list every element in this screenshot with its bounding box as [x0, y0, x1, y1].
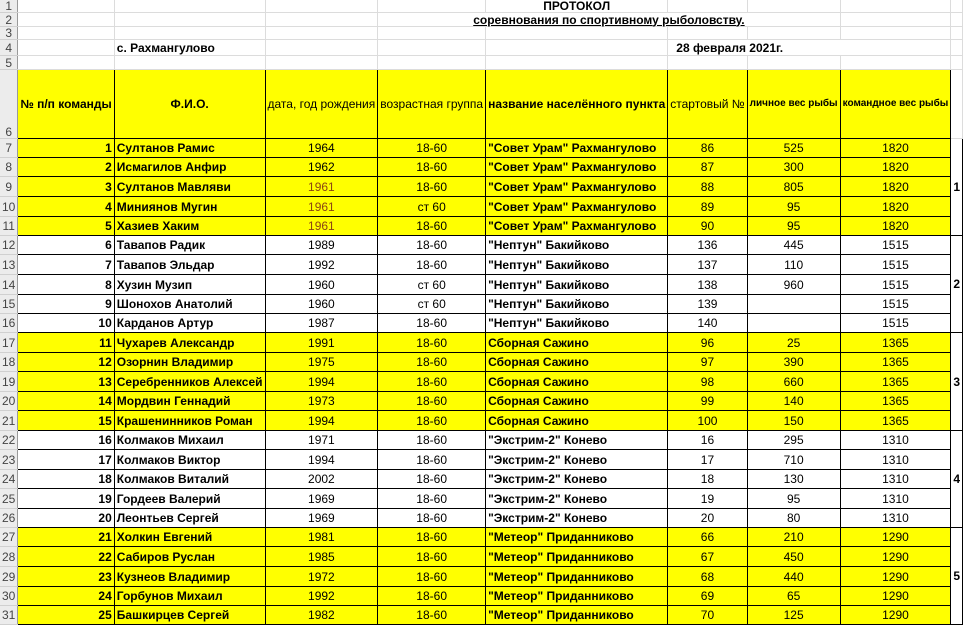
row-number[interactable]: 26 — [0, 509, 18, 528]
team-place: 3 — [951, 333, 963, 431]
header-age-group: возрастная группа — [378, 70, 486, 139]
cell-year: 1987 — [265, 314, 378, 333]
row-number[interactable]: 16 — [0, 314, 18, 333]
cell-num: 8 — [18, 275, 114, 295]
cell-age-group: 18-60 — [378, 139, 486, 158]
cell-age-group: 18-60 — [378, 217, 486, 236]
cell-num: 23 — [18, 567, 114, 587]
cell-team-weight: 1515 — [840, 275, 951, 295]
cell-personal: 95 — [747, 197, 840, 217]
row-number[interactable]: 13 — [0, 255, 18, 275]
cell-team-weight: 1820 — [840, 158, 951, 177]
table-row — [0, 236, 963, 255]
table-row — [0, 177, 963, 197]
cell-year: 1960 — [265, 295, 378, 314]
row-number[interactable]: 5 — [0, 56, 18, 70]
cell-start: 139 — [668, 295, 747, 314]
table-row — [0, 489, 963, 509]
cell-age-group: ст 60 — [378, 295, 486, 314]
table-row — [0, 158, 963, 177]
cell-start: 66 — [668, 528, 747, 547]
cell-age-group: 18-60 — [378, 431, 486, 450]
cell-name: Исмагилов Анфир — [114, 158, 265, 177]
cell-start: 138 — [668, 275, 747, 295]
cell-team-weight: 1820 — [840, 139, 951, 158]
cell-settlement: "Нептун" Бакийково — [486, 255, 668, 275]
cell-num: 21 — [18, 528, 114, 547]
cell-settlement: "Метеор" Приданниково — [486, 547, 668, 567]
row-number[interactable]: 23 — [0, 450, 18, 470]
cell-personal: 660 — [747, 372, 840, 392]
cell-year: 1969 — [265, 509, 378, 528]
cell-name: Тавапов Эльдар — [114, 255, 265, 275]
cell-year: 1994 — [265, 450, 378, 470]
cell-personal: 150 — [747, 411, 840, 431]
cell-start: 67 — [668, 547, 747, 567]
row-number[interactable]: 27 — [0, 528, 18, 547]
cell-year: 1971 — [265, 431, 378, 450]
cell-team-weight: 1310 — [840, 509, 951, 528]
cell-personal: 390 — [747, 353, 840, 372]
cell-age-group: 18-60 — [378, 411, 486, 431]
document-title: ПРОТОКОЛ — [486, 0, 668, 13]
cell-year: 1961 — [265, 217, 378, 236]
table-row — [0, 217, 963, 236]
cell-personal: 130 — [747, 470, 840, 489]
cell-personal: 450 — [747, 547, 840, 567]
table-row — [0, 314, 963, 333]
row-number[interactable]: 28 — [0, 547, 18, 567]
row-number[interactable]: 30 — [0, 587, 18, 606]
cell-start: 96 — [668, 333, 747, 353]
cell-name: Холкин Евгений — [114, 528, 265, 547]
cell-start: 87 — [668, 158, 747, 177]
cell-settlement: "Нептун" Бакийково — [486, 275, 668, 295]
cell-num: 18 — [18, 470, 114, 489]
cell-team-weight: 1365 — [840, 392, 951, 411]
row-number[interactable]: 12 — [0, 236, 18, 255]
cell-personal: 440 — [747, 567, 840, 587]
cell-num: 22 — [18, 547, 114, 567]
cell-start: 97 — [668, 353, 747, 372]
cell-start: 89 — [668, 197, 747, 217]
cell-num: 13 — [18, 372, 114, 392]
cell-team-weight: 1365 — [840, 411, 951, 431]
cell-name: Мордвин Геннадий — [114, 392, 265, 411]
cell-name: Колмаков Виталий — [114, 470, 265, 489]
row-number[interactable]: 15 — [0, 295, 18, 314]
cell-settlement: Сборная Сажино — [486, 372, 668, 392]
cell-settlement: "Экстрим-2" Конево — [486, 489, 668, 509]
cell-num: 6 — [18, 236, 114, 255]
cell-start: 86 — [668, 139, 747, 158]
cell-team-weight: 1365 — [840, 353, 951, 372]
cell-start: 99 — [668, 392, 747, 411]
cell-personal: 65 — [747, 587, 840, 606]
cell-personal: 960 — [747, 275, 840, 295]
cell-age-group: 18-60 — [378, 255, 486, 275]
team-place: 5 — [951, 528, 963, 625]
cell-name: Башкирцев Сергей — [114, 606, 265, 625]
cell-age-group: 18-60 — [378, 236, 486, 255]
row-number[interactable]: 11 — [0, 217, 18, 236]
cell-settlement: "Метеор" Приданниково — [486, 587, 668, 606]
cell-name: Сабиров Руслан — [114, 547, 265, 567]
cell-personal — [747, 295, 840, 314]
table-row — [0, 509, 963, 528]
cell-settlement: "Экстрим-2" Конево — [486, 431, 668, 450]
cell-team-weight: 1820 — [840, 217, 951, 236]
cell-name: Миниянов Мугин — [114, 197, 265, 217]
table-row — [0, 431, 963, 450]
cell-age-group: 18-60 — [378, 587, 486, 606]
cell-age-group: 18-60 — [378, 314, 486, 333]
cell-start: 18 — [668, 470, 747, 489]
cell-team-weight: 1310 — [840, 450, 951, 470]
header-personal: личное вес рыбы — [747, 70, 840, 139]
row-number[interactable]: 24 — [0, 470, 18, 489]
table-row — [0, 450, 963, 470]
cell-settlement: "Совет Урам" Рахмангулово — [486, 217, 668, 236]
cell-year: 1989 — [265, 236, 378, 255]
cell-team-weight: 1365 — [840, 372, 951, 392]
cell-start: 136 — [668, 236, 747, 255]
cell-age-group: 18-60 — [378, 528, 486, 547]
cell-team-weight: 1365 — [840, 333, 951, 353]
cell-num: 9 — [18, 295, 114, 314]
cell-name: Чухарев Александр — [114, 333, 265, 353]
cell-start: 19 — [668, 489, 747, 509]
cell-team-weight: 1515 — [840, 295, 951, 314]
row-number[interactable]: 4 — [0, 40, 18, 56]
cell-start: 68 — [668, 567, 747, 587]
header-team-weight: командное вес рыбы — [840, 70, 951, 139]
cell-year: 1994 — [265, 411, 378, 431]
cell-num: 19 — [18, 489, 114, 509]
cell-name: Леонтьев Сергей — [114, 509, 265, 528]
cell-year: 1962 — [265, 158, 378, 177]
cell-personal: 140 — [747, 392, 840, 411]
cell-year: 1961 — [265, 177, 378, 197]
cell-team-weight: 1515 — [840, 314, 951, 333]
team-place: 1 — [951, 139, 963, 236]
cell-team-weight: 1310 — [840, 470, 951, 489]
cell-num: 16 — [18, 431, 114, 450]
cell-start: 70 — [668, 606, 747, 625]
cell-personal: 525 — [747, 139, 840, 158]
table-row — [0, 528, 963, 547]
table-row — [0, 197, 963, 217]
table-row — [0, 295, 963, 314]
cell-num: 14 — [18, 392, 114, 411]
cell-year: 1975 — [265, 353, 378, 372]
date-label: 28 февраля 2021г. — [668, 40, 951, 56]
cell-num: 20 — [18, 509, 114, 528]
table-row — [0, 587, 963, 606]
cell-team-weight: 1515 — [840, 255, 951, 275]
cell-num: 2 — [18, 158, 114, 177]
cell-year: 2002 — [265, 470, 378, 489]
row-number[interactable]: 20 — [0, 392, 18, 411]
cell-age-group: 18-60 — [378, 547, 486, 567]
row-number[interactable]: 18 — [0, 353, 18, 372]
cell-team-weight: 1820 — [840, 197, 951, 217]
cell-name: Крашенинников Роман — [114, 411, 265, 431]
row-number[interactable]: 19 — [0, 372, 18, 392]
cell-settlement: "Совет Урам" Рахмангулово — [486, 197, 668, 217]
cell-personal — [747, 314, 840, 333]
row-number[interactable]: 21 — [0, 411, 18, 431]
cell-start: 90 — [668, 217, 747, 236]
cell-settlement: "Экстрим-2" Конево — [486, 509, 668, 528]
cell-settlement: Сборная Сажино — [486, 353, 668, 372]
cell-num: 7 — [18, 255, 114, 275]
row-number[interactable]: 9 — [0, 177, 18, 197]
cell-team-weight: 1515 — [840, 236, 951, 255]
cell-team-weight: 1820 — [840, 177, 951, 197]
cell-num: 11 — [18, 333, 114, 353]
cell-personal: 80 — [747, 509, 840, 528]
row-number[interactable]: 29 — [0, 567, 18, 587]
cell-year: 1992 — [265, 255, 378, 275]
row-number[interactable]: 7 — [0, 139, 18, 158]
cell-num: 1 — [18, 139, 114, 158]
cell-year: 1981 — [265, 528, 378, 547]
cell-num: 3 — [18, 177, 114, 197]
cell-year: 1992 — [265, 587, 378, 606]
cell-personal: 295 — [747, 431, 840, 450]
cell-name: Колмаков Михаил — [114, 431, 265, 450]
cell-start: 88 — [668, 177, 747, 197]
cell-settlement: "Метеор" Приданниково — [486, 606, 668, 625]
document-subtitle: соревнования по спортивному рыболовству. — [378, 13, 840, 27]
cell-personal: 300 — [747, 158, 840, 177]
cell-personal: 445 — [747, 236, 840, 255]
table-row — [0, 470, 963, 489]
header-start: стартовый № — [668, 70, 747, 139]
header-num: № п/п команды — [18, 70, 114, 139]
row-number[interactable]: 3 — [0, 27, 18, 40]
cell-start: 17 — [668, 450, 747, 470]
cell-settlement: "Экстрим-2" Конево — [486, 450, 668, 470]
cell-age-group: 18-60 — [378, 392, 486, 411]
cell-age-group: 18-60 — [378, 353, 486, 372]
table-row — [0, 392, 963, 411]
header-birth: дата, год рождения — [265, 70, 378, 139]
cell-name: Тавапов Радик — [114, 236, 265, 255]
cell-name: Султанов Рамис — [114, 139, 265, 158]
cell-num: 10 — [18, 314, 114, 333]
cell-name: Озорнин Владимир — [114, 353, 265, 372]
cell-settlement: "Нептун" Бакийково — [486, 314, 668, 333]
header-settlement: название населённого пункта — [486, 70, 668, 139]
cell-year: 1960 — [265, 275, 378, 295]
cell-num: 5 — [18, 217, 114, 236]
cell-team-weight: 1290 — [840, 567, 951, 587]
row-number[interactable]: 22 — [0, 431, 18, 450]
cell-team-weight: 1290 — [840, 528, 951, 547]
table-row — [0, 372, 963, 392]
cell-team-weight: 1310 — [840, 431, 951, 450]
cell-age-group: 18-60 — [378, 158, 486, 177]
row-number[interactable]: 17 — [0, 333, 18, 353]
cell-age-group: 18-60 — [378, 606, 486, 625]
location-label: с. Рахмангулово — [114, 40, 265, 56]
cell-settlement: Сборная Сажино — [486, 411, 668, 431]
cell-start: 16 — [668, 431, 747, 450]
cell-name: Карданов Артур — [114, 314, 265, 333]
cell-year: 1973 — [265, 392, 378, 411]
cell-age-group: 18-60 — [378, 489, 486, 509]
cell-settlement: "Метеор" Приданниково — [486, 567, 668, 587]
cell-year: 1972 — [265, 567, 378, 587]
table-row — [0, 139, 963, 158]
row-number[interactable]: 1 — [0, 0, 18, 13]
table-row — [0, 411, 963, 431]
cell-age-group: 18-60 — [378, 567, 486, 587]
cell-age-group: 18-60 — [378, 372, 486, 392]
row-number[interactable]: 14 — [0, 275, 18, 295]
cell-team-weight: 1290 — [840, 587, 951, 606]
cell-personal: 95 — [747, 489, 840, 509]
team-place: 4 — [951, 431, 963, 528]
cell-name: Горбунов Михаил — [114, 587, 265, 606]
cell-num: 17 — [18, 450, 114, 470]
cell-age-group: ст 60 — [378, 197, 486, 217]
cell-year: 1994 — [265, 372, 378, 392]
cell-settlement: "Нептун" Бакийково — [486, 295, 668, 314]
cell-team-weight: 1290 — [840, 547, 951, 567]
cell-age-group: 18-60 — [378, 333, 486, 353]
cell-name: Хазиев Хаким — [114, 217, 265, 236]
cell-personal: 210 — [747, 528, 840, 547]
cell-start: 100 — [668, 411, 747, 431]
cell-num: 24 — [18, 587, 114, 606]
table-row — [0, 255, 963, 275]
cell-personal: 710 — [747, 450, 840, 470]
team-place: 2 — [951, 236, 963, 333]
cell-year: 1985 — [265, 547, 378, 567]
cell-team-weight: 1290 — [840, 606, 951, 625]
cell-personal: 95 — [747, 217, 840, 236]
cell-num: 4 — [18, 197, 114, 217]
row-number[interactable]: 2 — [0, 13, 18, 27]
row-number[interactable]: 25 — [0, 489, 18, 509]
cell-name: Кузнеов Владимир — [114, 567, 265, 587]
cell-year: 1964 — [265, 139, 378, 158]
cell-start: 98 — [668, 372, 747, 392]
row-number[interactable]: 10 — [0, 197, 18, 217]
cell-name: Хузин Музип — [114, 275, 265, 295]
cell-num: 15 — [18, 411, 114, 431]
cell-start: 20 — [668, 509, 747, 528]
table-row — [0, 353, 963, 372]
cell-personal: 110 — [747, 255, 840, 275]
cell-name: Гордеев Валерий — [114, 489, 265, 509]
cell-year: 1991 — [265, 333, 378, 353]
table-row — [0, 567, 963, 587]
cell-name: Колмаков Виктор — [114, 450, 265, 470]
cell-age-group: ст 60 — [378, 275, 486, 295]
cell-name: Серебренников Алексей — [114, 372, 265, 392]
cell-year: 1969 — [265, 489, 378, 509]
cell-settlement: "Совет Урам" Рахмангулово — [486, 139, 668, 158]
cell-personal: 125 — [747, 606, 840, 625]
row-number[interactable]: 8 — [0, 158, 18, 177]
cell-personal: 805 — [747, 177, 840, 197]
cell-age-group: 18-60 — [378, 509, 486, 528]
cell-settlement: "Совет Урам" Рахмангулово — [486, 158, 668, 177]
cell-start: 69 — [668, 587, 747, 606]
cell-num: 25 — [18, 606, 114, 625]
table-row — [0, 275, 963, 295]
cell-settlement: Сборная Сажино — [486, 333, 668, 353]
cell-age-group: 18-60 — [378, 470, 486, 489]
cell-year: 1982 — [265, 606, 378, 625]
table-row — [0, 547, 963, 567]
cell-settlement: "Метеор" Приданниково — [486, 528, 668, 547]
cell-name: Шонохов Анатолий — [114, 295, 265, 314]
cell-year: 1961 — [265, 197, 378, 217]
cell-settlement: "Экстрим-2" Конево — [486, 470, 668, 489]
cell-settlement: "Нептун" Бакийково — [486, 236, 668, 255]
cell-settlement: Сборная Сажино — [486, 392, 668, 411]
cell-settlement: "Совет Урам" Рахмангулово — [486, 177, 668, 197]
table-row — [0, 606, 963, 625]
cell-name: Султанов Мавляви — [114, 177, 265, 197]
header-name: Ф.И.О. — [114, 70, 265, 139]
cell-num: 12 — [18, 353, 114, 372]
row-number[interactable]: 31 — [0, 606, 18, 625]
cell-personal: 25 — [747, 333, 840, 353]
cell-team-weight: 1310 — [840, 489, 951, 509]
cell-age-group: 18-60 — [378, 450, 486, 470]
cell-start: 137 — [668, 255, 747, 275]
cell-start: 140 — [668, 314, 747, 333]
table-row — [0, 333, 963, 353]
row-number[interactable]: 6 — [0, 70, 18, 139]
cell-age-group: 18-60 — [378, 177, 486, 197]
